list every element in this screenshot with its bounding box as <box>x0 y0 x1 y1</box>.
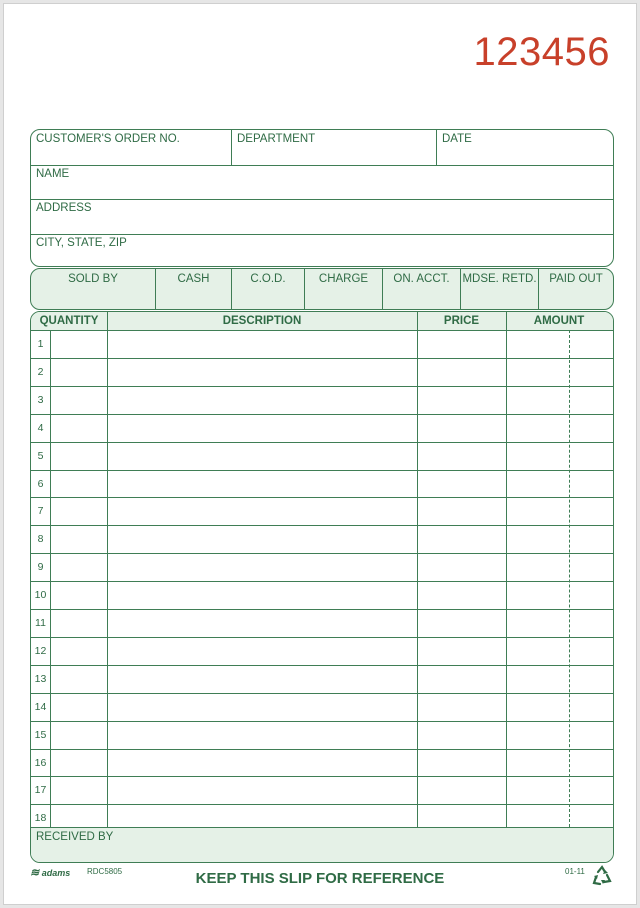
table-header <box>31 312 613 331</box>
table-row[interactable] <box>31 386 613 414</box>
row-divider <box>31 665 613 666</box>
table-row[interactable] <box>31 749 613 777</box>
row-divider <box>31 470 613 471</box>
row-number: 8 <box>37 533 44 546</box>
row-number: 15 <box>34 728 47 741</box>
received-by-field[interactable] <box>31 827 613 862</box>
table-row[interactable] <box>31 776 613 804</box>
row-divider <box>31 693 613 694</box>
row-number: 18 <box>34 812 47 825</box>
address-field[interactable] <box>31 199 613 235</box>
customer-row-order <box>31 130 613 166</box>
row-divider <box>31 581 613 582</box>
row-number: 10 <box>34 589 47 602</box>
city-state-zip-field[interactable] <box>31 234 613 269</box>
paid-out-label: PAID OUT <box>549 273 603 285</box>
row-number: 13 <box>34 672 47 685</box>
sales-order-form <box>3 3 637 905</box>
table-row[interactable] <box>31 330 613 358</box>
table-row[interactable] <box>31 553 613 581</box>
table-row[interactable] <box>31 721 613 749</box>
row-divider <box>31 386 613 387</box>
table-row[interactable] <box>31 665 613 693</box>
row-number: 4 <box>37 421 44 434</box>
amount-header: AMOUNT <box>533 315 585 327</box>
cod-label: C.O.D. <box>250 273 286 285</box>
charge-label: CHARGE <box>318 273 369 285</box>
customer-info-box <box>30 129 614 267</box>
row-number: 12 <box>34 644 47 657</box>
cash-field[interactable] <box>155 269 231 309</box>
row-divider <box>31 525 613 526</box>
row-divider <box>31 497 613 498</box>
row-number: 9 <box>37 561 44 574</box>
order-no-label: CUSTOMER'S ORDER NO. <box>36 133 180 145</box>
on-acct-field[interactable] <box>382 269 460 309</box>
mdse-retd-label: MDSE. RETD. <box>462 273 537 285</box>
row-divider <box>31 358 613 359</box>
payment-type-strip <box>30 268 614 310</box>
sold-by-label: SOLD BY <box>68 273 118 285</box>
table-row[interactable] <box>31 637 613 665</box>
received-by-label: RECEIVED BY <box>36 831 114 843</box>
table-row[interactable] <box>31 581 613 609</box>
mdse-retd-field[interactable] <box>460 269 538 309</box>
brand-name: adams <box>41 868 71 878</box>
address-label: ADDRESS <box>36 202 92 214</box>
serial-number: 123456 <box>473 30 610 74</box>
date-code: 01-11 <box>565 867 585 876</box>
row-number: 17 <box>34 784 47 797</box>
cod-field[interactable] <box>231 269 304 309</box>
row-number: 7 <box>37 505 44 518</box>
row-number: 1 <box>37 338 44 350</box>
row-divider <box>31 749 613 750</box>
price-header: PRICE <box>443 315 480 327</box>
row-number: 2 <box>37 365 44 378</box>
row-divider <box>31 776 613 777</box>
department-label: DEPARTMENT <box>237 133 316 145</box>
logo-mark-icon: ≋ <box>30 867 40 879</box>
row-number: 11 <box>35 617 46 629</box>
cash-label: CASH <box>177 273 210 285</box>
table-row[interactable] <box>31 693 613 721</box>
row-divider <box>31 721 613 722</box>
date-field[interactable] <box>436 130 613 165</box>
sold-by-field[interactable] <box>31 269 155 309</box>
table-row[interactable] <box>31 442 613 470</box>
name-label: NAME <box>36 167 70 180</box>
department-field[interactable] <box>231 130 436 165</box>
row-number: 16 <box>34 756 47 769</box>
row-divider <box>31 609 613 610</box>
description-header: DESCRIPTION <box>222 315 302 327</box>
order-no-field[interactable] <box>31 130 231 165</box>
table-row[interactable] <box>31 497 613 525</box>
row-number: 5 <box>37 449 44 462</box>
table-row[interactable] <box>31 414 613 442</box>
on-acct-label: ON. ACCT. <box>393 273 450 285</box>
row-divider <box>31 804 613 805</box>
charge-field[interactable] <box>304 269 382 309</box>
line-items-table <box>30 311 614 863</box>
paid-out-field[interactable] <box>538 269 613 309</box>
table-row[interactable] <box>31 525 613 553</box>
row-divider <box>31 442 613 443</box>
row-number: 3 <box>37 393 44 406</box>
table-row[interactable] <box>31 470 613 498</box>
name-field[interactable] <box>31 165 613 201</box>
row-divider <box>31 637 613 638</box>
row-number: 6 <box>37 477 44 490</box>
quantity-header: QUANTITY <box>39 315 99 327</box>
row-divider <box>31 553 613 554</box>
date-label: DATE <box>442 133 472 145</box>
city-state-zip-label: CITY, STATE, ZIP <box>36 236 127 249</box>
row-divider <box>31 414 613 415</box>
recycle-icon <box>591 864 613 888</box>
table-row[interactable] <box>31 609 613 637</box>
product-code: RDC5805 <box>87 867 123 876</box>
keep-slip-notice: KEEP THIS SLIP FOR REFERENCE <box>195 870 445 887</box>
row-number: 14 <box>34 700 47 713</box>
table-row[interactable] <box>31 358 613 386</box>
